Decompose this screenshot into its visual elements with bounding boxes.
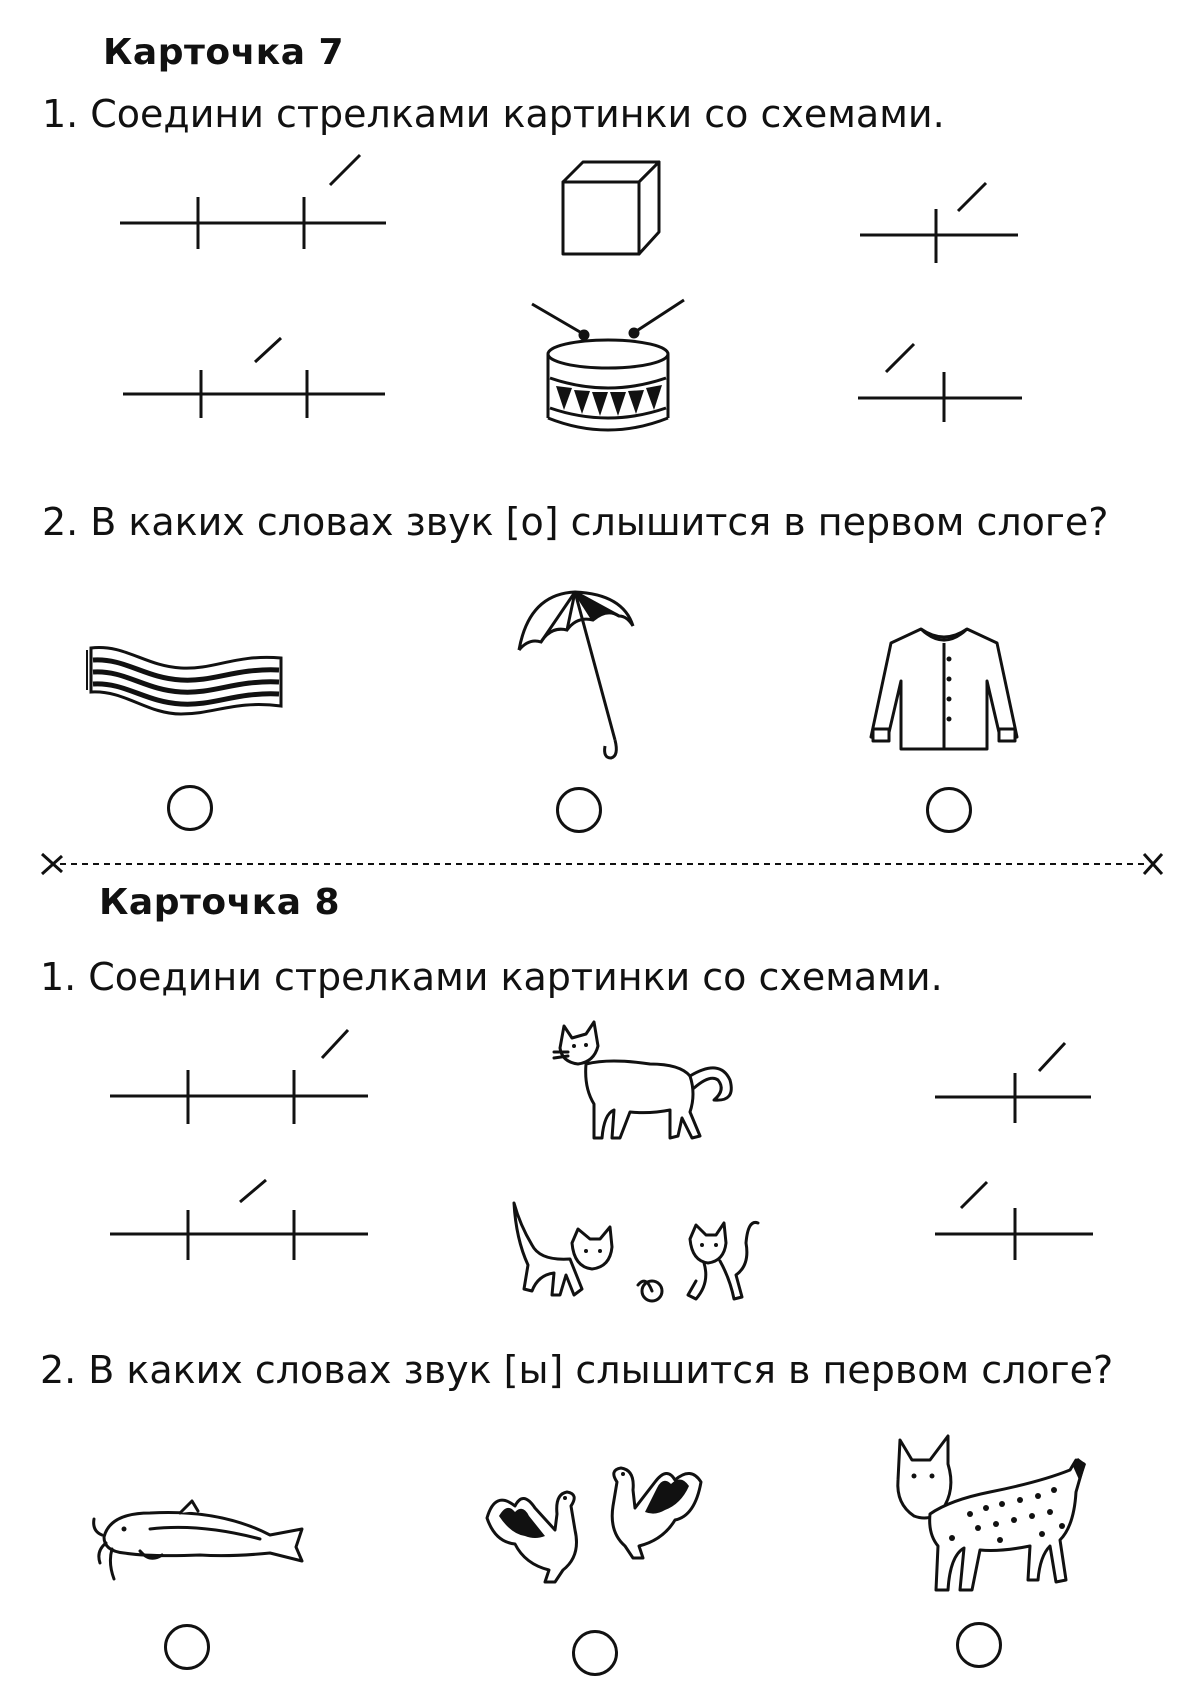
- task-text: В каких словах звук [о] слышится в первом слоге?: [90, 500, 1109, 544]
- task-number: 1.: [40, 955, 77, 999]
- syllable-scheme[interactable]: [935, 1043, 1095, 1123]
- task-text: Соедини стрелками картинки со схемами.: [90, 92, 945, 136]
- task-text: В каких словах звук [ы] слышится в первом слоге?: [88, 1348, 1114, 1392]
- answer-circle[interactable]: [556, 787, 602, 833]
- card8-task2: [40, 1348, 1113, 1392]
- answer-circle[interactable]: [956, 1622, 1002, 1668]
- card7-title: Карточка 7: [103, 32, 345, 73]
- kittens-picture: [510, 1195, 770, 1315]
- cut-line: [40, 852, 1164, 876]
- syllable-scheme[interactable]: [858, 342, 1028, 422]
- card8-task1: [40, 955, 943, 999]
- card7-task2: [42, 500, 1108, 544]
- syllable-scheme[interactable]: [123, 338, 393, 418]
- card8-title: Карточка 8: [99, 882, 341, 923]
- syllable-scheme[interactable]: [935, 1180, 1100, 1260]
- task-text: Соедини стрелками картинки со схемами.: [88, 955, 943, 999]
- answer-circle[interactable]: [164, 1624, 210, 1670]
- answer-circle[interactable]: [926, 787, 972, 833]
- syllable-scheme[interactable]: [860, 183, 1020, 263]
- card7-task1: [42, 92, 945, 136]
- pigeons-picture: [485, 1460, 705, 1590]
- scissors-icon: [1144, 854, 1162, 874]
- scissors-icon: [42, 854, 62, 874]
- answer-circle[interactable]: [167, 785, 213, 831]
- scarf-picture: [85, 640, 285, 720]
- task-number: 2.: [42, 500, 79, 544]
- task-number: 1.: [42, 92, 79, 136]
- jacket-picture: [869, 625, 1019, 755]
- syllable-scheme[interactable]: [110, 1180, 380, 1260]
- cube-picture: [563, 162, 659, 258]
- syllable-scheme[interactable]: [110, 1030, 380, 1130]
- umbrella-picture: [515, 590, 635, 760]
- syllable-scheme[interactable]: [120, 155, 390, 255]
- answer-circle[interactable]: [572, 1630, 618, 1676]
- lynx-picture: [890, 1430, 1090, 1600]
- cat-picture: [550, 1018, 740, 1158]
- catfish-picture: [90, 1495, 305, 1585]
- drum-picture: [528, 296, 688, 446]
- task-number: 2.: [40, 1348, 77, 1392]
